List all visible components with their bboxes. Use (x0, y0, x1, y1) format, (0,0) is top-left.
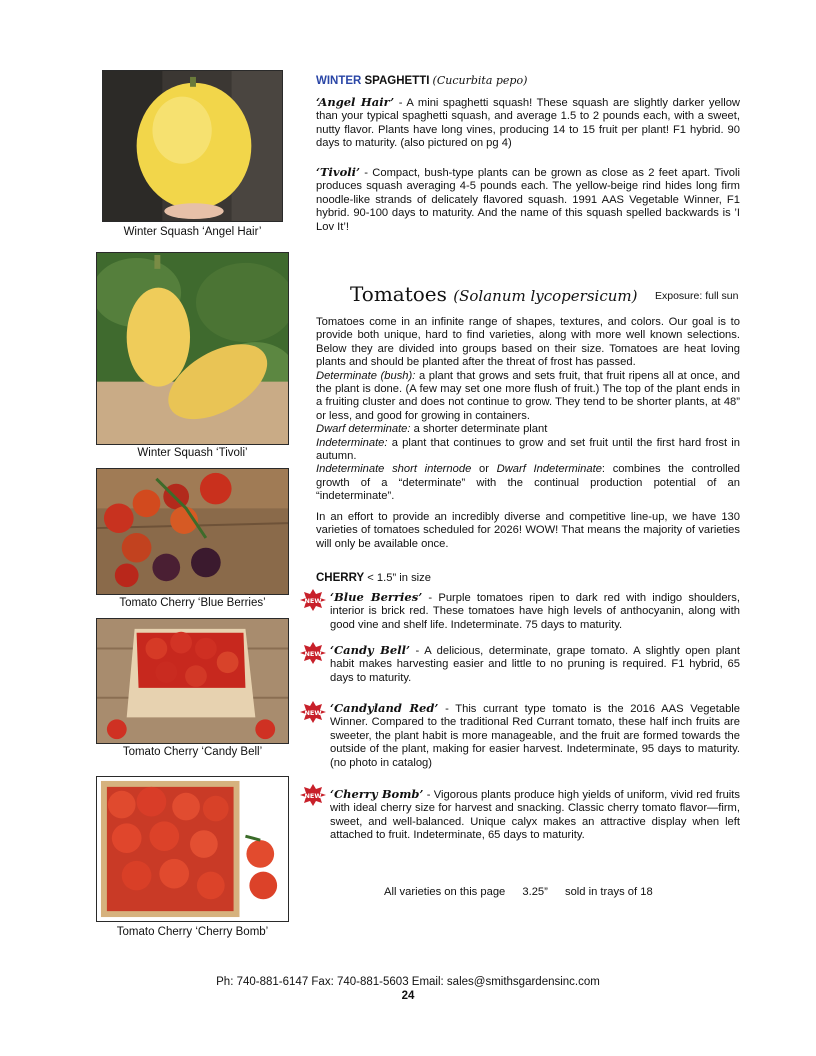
variety-name: ‘Cherry Bomb’ (330, 787, 424, 801)
tomatoes-scientific-name: (Solanum lycopersicum) (453, 287, 638, 305)
winter-latin-name: (Cucurbita pepo) (432, 74, 528, 87)
variety-text: - Vigorous plants produce high yields of uniform, vivid red fruits with ideal cherry size for harvest and snacking. Classic cherry tomato flavor—firm, sweet, and well-balanced. Unique calyx makes an attractive display when left attached to fruit. Indeterminate, 65 days to maturity. (330, 789, 740, 842)
dwarf-determinate-definition (316, 423, 740, 436)
photo-tivoli (96, 252, 289, 445)
photo-blue-berries (96, 468, 289, 595)
definition: : combines the controlled growth of a “determinate” with the continual production potential of an “indeterminate”. (316, 463, 741, 503)
tray-price: 3.25” (522, 886, 548, 898)
photo-candy-bell (96, 618, 289, 744)
tray-label: All varieties on this page (384, 886, 506, 898)
photo-caption: Winter Squash ‘Tivoli’ (137, 447, 248, 459)
cherry-label: CHERRY (316, 572, 365, 584)
svg-text:NEW: NEW (304, 709, 322, 717)
variety-text: - A mini spaghetti squash! These squash are slightly darker yellow than your typical spaghetti squash, and average 1.5 to 2 pounds each, with a sweet, nutty flavor. Plants have long vines, producing 14 to 15 fruit per plant! F1 hybrid. 90 days to maturity. (also pictured on pg 4) (316, 97, 740, 150)
variety-text: - A delicious, determinate, grape tomato. A slightly open plant habit makes harvesting easier and little to no pruning is required. F1 hybrid, 65 days to maturity. (330, 645, 740, 684)
determinate-definition (316, 370, 740, 424)
footer-contact: Ph: 740-881-6147 Fax: 740-881-5603 Email: sales@smithsgardensinc.com (216, 976, 600, 988)
cherry-size: < 1.5” in size (364, 572, 431, 584)
svg-text:NEW: NEW (304, 792, 322, 800)
variety-candyland-red (316, 702, 740, 770)
variety-text: - This currant type tomato is the 2016 AAS Vegetable Winner. Compared to the traditional Red Currant tomato, these half inch fruits are sweeter, the plant habit is more manageable, and the fruit are formed towards the outside of the plant, making for easier harvest. Indeterminate, 95 days to maturity. (no photo in catalog) (330, 703, 740, 769)
tivoli-description (316, 166, 740, 234)
tray-sold: sold in trays of 18 (564, 886, 653, 898)
variety-text: - Purple tomatoes ripen to dark red with indigo shoulders, interior is brick red. These tomatoes have high levels of anthocyanin, along with good vine and shelf life. Indeterminate. 75 days to maturity. (330, 592, 740, 631)
cherry-header (316, 572, 740, 585)
photo-caption: Tomato Cherry ‘Candy Bell’ (122, 746, 263, 758)
short-internode-definition (316, 463, 740, 503)
tomatoes-title: Tomatoes (350, 282, 447, 306)
lineup-paragraph: In an effort to provide an incredibly diverse and competitive line-up, we have 130 varieties of tomatoes scheduled for 2026! WOW! That means the majority of varieties will only be available once. (316, 510, 740, 550)
term: Determinate (bush): (316, 369, 416, 382)
definition: a plant that grows and sets fruit, that fruit ripens all at once, and the plant is done. (A few may set one more flush of fruit.) The top of the plant ends in a fruiting cluster and does not continue to grow. They tend to be shorter plants, at 48” or less, and good for growing in containers. (316, 369, 740, 422)
page-number: 24 (401, 990, 415, 1002)
variety-name: ‘Blue Berries’ (330, 590, 423, 604)
variety-name: ‘Tivoli’ (316, 165, 361, 179)
term: Indeterminate short internode (316, 463, 472, 476)
winter-word: WINTER (316, 75, 362, 87)
variety-candy-bell (316, 644, 740, 685)
intro-paragraph: Tomatoes come in an infinite range of shapes, textures, and colors. Our goal is to provide both unique, hard to find varieties, along with more well known selections. Below they are divided into groups based on their size. Tomatoes are heat loving plants and should be planted after the threat of frost has passed. (316, 316, 740, 369)
conjunction: or (471, 463, 497, 476)
winter-spaghetti-header (316, 74, 740, 88)
term: Indeterminate: (316, 436, 388, 449)
photo-caption: Winter Squash ‘Angel Hair’ (123, 226, 262, 238)
photo-caption: Tomato Cherry ‘Blue Berries’ (119, 597, 266, 609)
svg-text:NEW: NEW (304, 650, 322, 658)
photo-cherry-bomb (96, 776, 289, 922)
angel-hair-description (316, 96, 740, 151)
photo-angel-hair (102, 70, 283, 222)
variety-name: ‘Candyland Red’ (330, 701, 439, 715)
photo-caption: Tomato Cherry ‘Cherry Bomb’ (116, 926, 269, 938)
variety-name: ‘Candy Bell’ (330, 643, 410, 657)
term: Dwarf Indeterminate (496, 463, 602, 476)
definition: a shorter determinate plant (410, 423, 548, 436)
variety-blue-berries (316, 591, 740, 632)
variety-text: - Compact, bush-type plants can be grown as close as 2 feet apart. Tivoli produces squash averaging 4-5 pounds each. The yellow-beige rind hides long firm noodle-like strands of delicately flavored squash. 1991 AAS Vegetable Winner, F1 hybrid. 90-100 days to maturity. And the name of this squash spelled backwards is ’I Lov It’! (316, 167, 740, 233)
term: Dwarf determinate: (316, 423, 411, 436)
svg-text:NEW: NEW (304, 597, 322, 605)
tomatoes-intro (316, 316, 740, 551)
variety-cherry-bomb (316, 788, 740, 843)
indeterminate-definition (316, 437, 740, 464)
definition: a plant that continues to grow and set fruit until the first hard frost in autumn. (316, 436, 740, 463)
exposure-note: Exposure: full sun (655, 290, 739, 302)
tray-pricing (384, 886, 667, 898)
tomatoes-heading (350, 282, 637, 306)
spaghetti-word: SPAGHETTI (364, 75, 430, 87)
variety-name: ‘Angel Hair’ (316, 95, 395, 109)
